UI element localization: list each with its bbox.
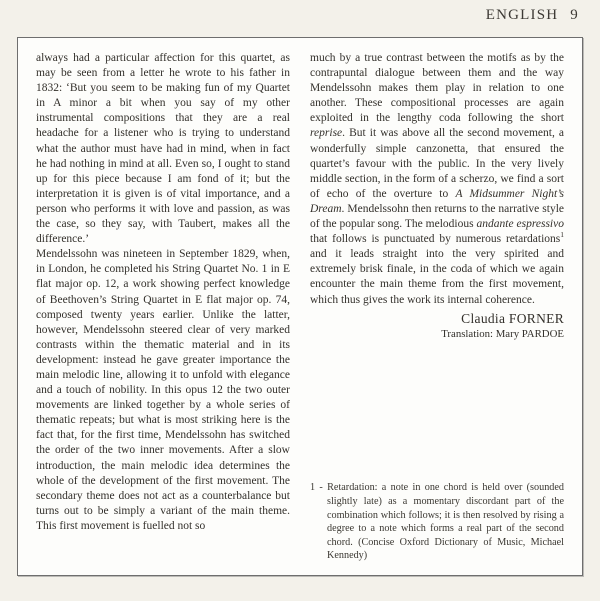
author-credit: Claudia FORNER xyxy=(461,310,564,326)
paragraph-3-text: and it leads straight into the very spirited and extremely brisk finale, in the coda of which we again encounter the main theme from the first movement, which thus gives the work its internal coherence. xyxy=(310,248,564,306)
page-number: 9 xyxy=(570,7,579,23)
left-column xyxy=(36,51,290,565)
paragraph-3-text: much by a true contrast between the motifs as by the contrapuntal dialogue between them and the way Mendelssohn makes them play in relation to one another. These compositional processes are again exploited in the lengthy coda following the short xyxy=(310,52,564,125)
content-box xyxy=(17,37,583,576)
footnote-text: Retardation: a note in one chord is held over (sounded slightly late) as a momentary discordant part of the combination which follows; it is then resolved by rising a degree to a note which forms a real part of the second chord. (Concise Oxford Dictionary of Music, Michael Kennedy) xyxy=(327,482,565,562)
footnote-reference: 1 xyxy=(560,230,564,240)
right-column xyxy=(310,51,564,565)
footnote xyxy=(310,481,564,563)
language-label: ENGLISH xyxy=(485,7,559,23)
paragraph-3-text: that follows is punctuated by numerous retardations xyxy=(310,233,561,246)
paragraph-2: Mendelssohn was nineteen in September 1829, when, in London, he completed his String Quartet No. 1 in E flat major op. 12, a work showing perfect knowledge of Beethoven’s String Quartet in E flat major op. 74, composed twenty years earlier. Unlike the latter, however, Mendelssohn steered clear of very marked contrasts within the thematic material and in its development: instead he gave greater importance the main melodic line, allowing it to unfold with elegance and a touch of nobility. In this opus 12 the two outer movements are linked together by a whole series of thematic repeats; but what is most striking here is the fact that, for the first time, Mendelssohn has switched the order of the two inner movements. After a slow introduction, the main melodic idea determines the whole of the development of the first movement. The secondary theme does not act as a counterbalance but turns out to be simply a variant of the main theme. This first movement is fuelled not so xyxy=(36,248,290,532)
paragraph-3-text: . But it was above all the second movement, a wonderfully simple canzonetta, that ensured the quartet’s favour with the public. In the very lively middle section, in the form of a scherzo, we find a sort of echo of the overture to xyxy=(310,127,564,200)
translator-credit: Translation: Mary PARDOE xyxy=(441,327,564,340)
paragraph-1: always had a particular affection for this quartet, as may be seen from a letter he wrote to his father in 1832: ‘But you seem to be making fun of my Quartet in A minor a bit when you say of my other instrumental compositions that they are a real headache for a listener who is trying to understand what the author must have had in mind, when in fact he had nothing in mind at all. Even so, I ought to stand up for this piece because I am fond of it; but the interpretation it is given is of vital importance, and a person who performs it with love and passion, as was the case, so they say, with Taubert, makes all the difference.’ xyxy=(36,52,290,246)
italic-reprise: reprise xyxy=(310,127,343,140)
footnote-marker: 1 - xyxy=(310,482,323,494)
spacer xyxy=(310,342,564,482)
paragraph-3 xyxy=(310,51,564,308)
italic-andante: andante espressivo xyxy=(476,218,564,231)
page-header xyxy=(486,7,579,24)
paragraph-3-text: . Mendelssohn then returns to the narrative style of the popular song. The melodious xyxy=(310,202,564,231)
italic-midsummer: A Midsummer Night’s Dream xyxy=(310,187,564,215)
credits xyxy=(310,311,564,342)
